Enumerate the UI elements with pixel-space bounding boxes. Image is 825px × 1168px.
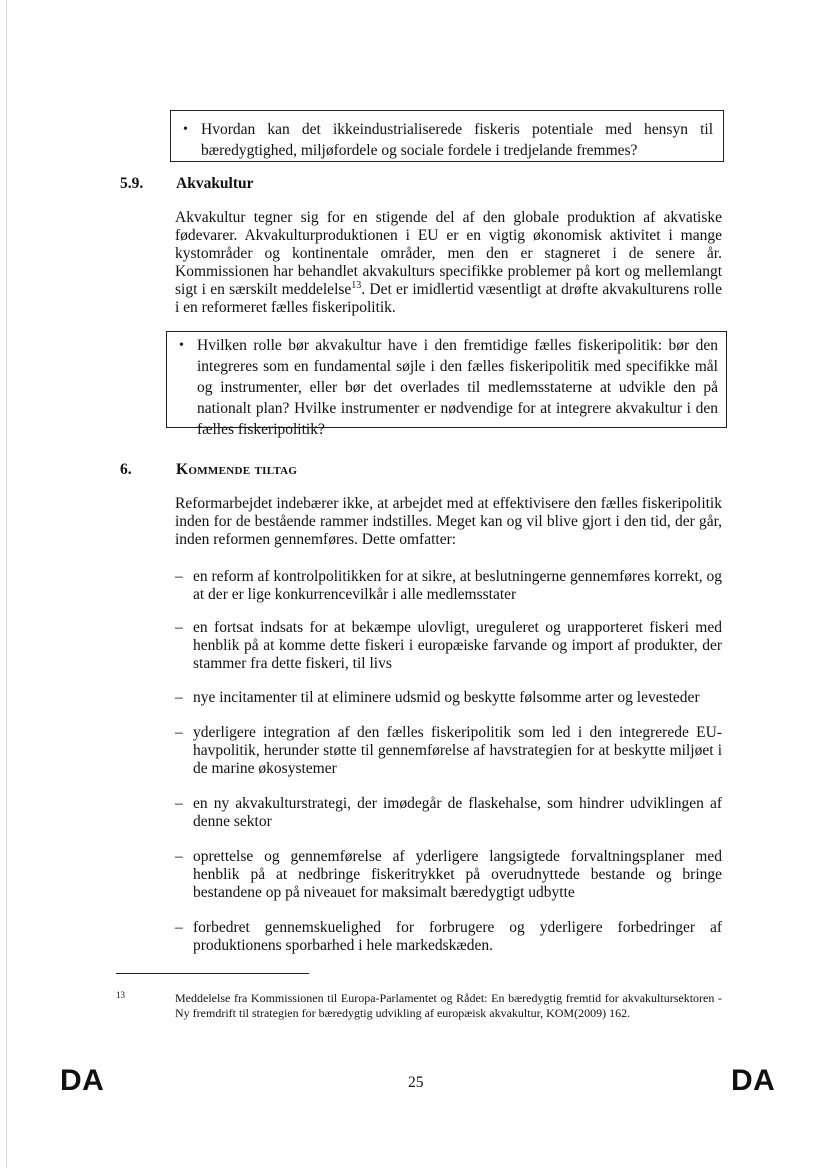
list-item-text: nye incitamenter til at eliminere udsmid og beskytte følsomme arter og levesteder (193, 689, 700, 706)
list-item (175, 795, 722, 831)
dash-icon: – (175, 619, 183, 636)
language-code-right: DA (731, 1064, 776, 1097)
question-box-2 (166, 331, 727, 438)
paragraph-text-part-1: Akvakultur tegner sig for en stigende del af den globale produktion af akvatiske fødevarer. Akvakulturproduktionen i EU er en vigtig økonomisk aktivitet i mange kystområder og kontinentale områder, men den er stagneret i de senere år. Kommissionen har behandlet akvakulturs specifikke problemer på kort og mellemlangt sigt i en særskilt meddelelse (175, 209, 722, 298)
list-item-text: yderligere integration af den fælles fiskeripolitik som led i den integrerede EU-havpolitik, herunder støtte til gennemførelse af havstrategien for at beskytte miljøet i de marine økosystemer (193, 724, 722, 777)
list-item (175, 619, 722, 673)
list-item-text: en reform af kontrolpolitikken for at sikre, at beslutningerne gennemføres korrekt, og at der er lige konkurrencevilkår i alle medlemsstater (193, 568, 722, 603)
dash-icon: – (175, 689, 183, 706)
question-1-text: Hvordan kan det ikkeindustrialiserede fiskeris potentiale med hensyn til bæredygtighed, miljøfordele og sociale fordele i tredjelande fremmes? (201, 121, 713, 159)
list-item-text: forbedret gennemskuelighed for forbrugere og yderligere forbedringer af produktionens sporbarhed i hele markedskæden. (193, 919, 722, 954)
dash-icon: – (175, 795, 183, 812)
list-item (175, 724, 722, 778)
list-item (175, 848, 722, 902)
question-1 (175, 119, 713, 161)
page-edge-line (6, 0, 7, 1168)
list-item-text: oprettelse og gennemførelse af yderligere langsigtede forvaltningsplaner med henblik på at nedbringe fiskeritrykket på overudnyttede bestande og bringe bestandene op på niveauet for maksimalt bæredygtigt udbytte (193, 848, 722, 901)
question-2-text: Hvilken rolle bør akvakultur have i den fremtidige fælles fiskeripolitik: bør den integreres som en fundamental søjle i den fælles fiskeripolitik med specifikke mål og instrumenter, eller bør det overlades til medlemsstaterne at udvikle den på nationalt plan? Hvilke instrumenter er nødvendige for at integrere akvakultur i den fælles fiskeripolitik? (197, 337, 718, 438)
language-code-left: DA (60, 1064, 105, 1097)
list-item-text: en fortsat indsats for at bekæmpe ulovligt, ureguleret og urapporteret fiskeri med henblik på at komme dette fiskeri i europæiske farvande og import af produkter, der stammer fra dette fiskeri, til livs (193, 619, 722, 672)
section-6-title: Kommende tiltag (176, 461, 298, 478)
page-number: 25 (408, 1074, 424, 1091)
footnote-text: Meddelelse fra Kommissionen til Europa-Parlamentet og Rådet: En bæredygtig fremtid for akvakultursektoren - Ny fremdrift til strategien for bæredygtig udvikling af europæisk akvakultur, KOM(2009) 162. (175, 991, 722, 1020)
section-5-9-paragraph (175, 209, 722, 317)
bullet-icon: • (183, 122, 188, 137)
list-item (175, 568, 722, 604)
section-5-9-number: 5.9. (120, 175, 144, 192)
section-5-9-title: Akvakultur (176, 175, 254, 192)
list-item-text: en ny akvakulturstrategi, der imødegår de flaskehalse, som hindrer udviklingen af denne sektor (193, 795, 722, 830)
list-item (175, 689, 722, 707)
question-2 (171, 335, 718, 440)
dash-icon: – (175, 919, 183, 936)
section-6-number: 6. (120, 461, 132, 478)
dash-icon: – (175, 568, 183, 585)
bullet-icon: • (179, 338, 184, 353)
paragraph-text-part-2: . Det er imidlertid væsentligt at drøfte akvakulturens rolle i en reformeret fælles fiskeripolitik. (175, 281, 722, 316)
footnote-separator (116, 973, 309, 974)
dash-icon: – (175, 724, 183, 741)
list-item (175, 919, 722, 955)
section-6-intro: Reformarbejdet indebærer ikke, at arbejdet med at effektivisere den fælles fiskeripolitik inden for de bestående rammer indstilles. Meget kan og vil blive gjort i den tid, der går, inden reformen gennemføres. Dette omfatter: (175, 495, 722, 548)
question-box-1 (170, 110, 724, 162)
footnote-number: 13 (116, 990, 125, 1000)
footnote-ref-13[interactable]: 13 (351, 279, 362, 291)
dash-icon: – (175, 848, 183, 865)
